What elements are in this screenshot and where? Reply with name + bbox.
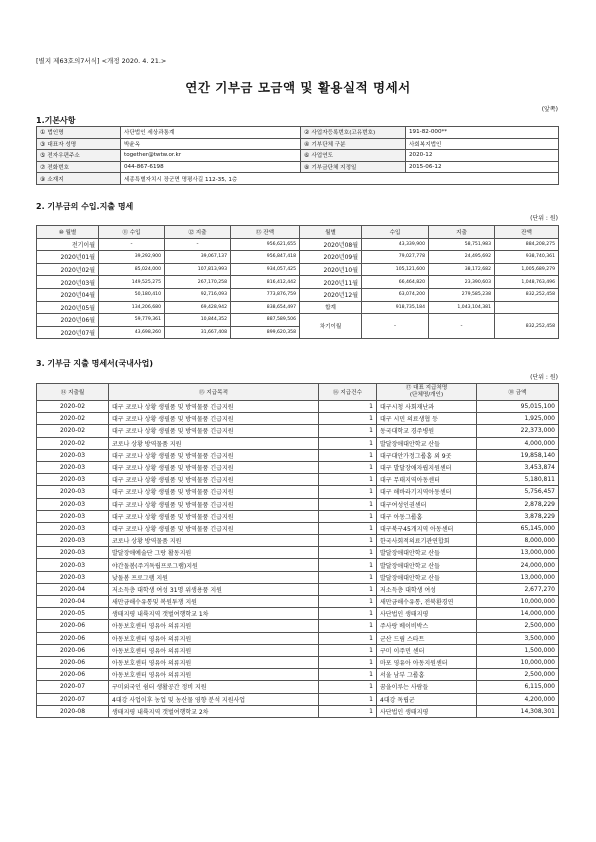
field-value: 박윤옥	[121, 138, 301, 150]
header-balance: ⑬ 잔액	[231, 226, 300, 239]
basic-info-table	[36, 126, 559, 185]
basic-info-row	[37, 127, 559, 139]
spend-month-cell: 2020-03	[37, 498, 109, 510]
table-row	[37, 608, 559, 620]
spend-cell: 107,813,993	[165, 263, 231, 276]
spend-cell: 23,390,603	[429, 276, 495, 289]
spend-month-cell: 2020-03	[37, 547, 109, 559]
spend-cell: -	[165, 238, 231, 251]
income-cell: 105,121,600	[362, 263, 429, 276]
month-cell: 2020년11월	[300, 276, 362, 289]
basic-info-row	[37, 138, 559, 150]
spend-month-cell: 2020-02	[37, 437, 109, 449]
amount-cell: 6,115,000	[477, 681, 559, 693]
table-row	[37, 681, 559, 693]
spend-month-cell: 2020-07	[37, 681, 109, 693]
income-cell: 85,024,000	[99, 263, 165, 276]
header-recipient-line2: (단체명/개인)	[409, 392, 444, 398]
amount-cell: 65,145,000	[477, 522, 559, 534]
purpose-cell: 저소득층 대학생 여성 31명 위생용품 지원	[109, 583, 319, 595]
count-cell: 1	[319, 547, 377, 559]
income-cell: 43,339,900	[362, 238, 429, 251]
basic-info-row	[37, 161, 559, 173]
table-row	[37, 413, 559, 425]
recipient-cell: 대구 무태지역아동센터	[377, 474, 477, 486]
table-row	[37, 559, 559, 571]
count-cell: 1	[319, 486, 377, 498]
purpose-cell: 대구 코로나 상황 생필품 및 방역물품 긴급지원	[109, 449, 319, 461]
count-cell: 1	[319, 669, 377, 681]
income-row	[37, 238, 559, 251]
amount-cell: 1,500,000	[477, 644, 559, 656]
spend-month-cell: 2020-03	[37, 510, 109, 522]
amount-cell: 2,677,270	[477, 583, 559, 595]
field-label	[301, 127, 406, 139]
table-row	[37, 620, 559, 632]
balance-cell: 1,005,689,279	[495, 263, 559, 276]
income-cell: -	[99, 238, 165, 251]
purpose-cell: 아동보호센터 영유아 의류지원	[109, 644, 319, 656]
recipient-cell: 사단법인 생태지평	[377, 705, 477, 717]
spend-month-cell: 2020-03	[37, 535, 109, 547]
amount-cell: 4,200,000	[477, 693, 559, 705]
income-cell: 134,206,680	[99, 301, 165, 314]
recipient-cell: 한국사회적의료기관연합회	[377, 535, 477, 547]
recipient-cell: 군산 드림 스타트	[377, 632, 477, 644]
table-row	[37, 656, 559, 668]
amount-cell: 3,878,229	[477, 510, 559, 522]
amount-cell: 4,000,000	[477, 437, 559, 449]
total-income: 918,735,184	[362, 301, 429, 314]
income-cell: 59,779,361	[99, 314, 165, 327]
recipient-cell: 대구북구45개지역 아동센터	[377, 522, 477, 534]
spend-month-cell: 2020-06	[37, 656, 109, 668]
recipient-cell: 저소득층 대학생 여성	[377, 583, 477, 595]
section3-title: 3. 기부금 지출 명세서(국내사업)	[36, 359, 154, 368]
purpose-cell: 아동보호센터 영유아 의류지원	[109, 669, 319, 681]
field-label	[37, 150, 121, 162]
field-label	[37, 138, 121, 150]
field-value: together@twtw.or.kr	[121, 150, 301, 162]
field-value: 044-867-6198	[121, 161, 301, 173]
field-label	[301, 150, 406, 162]
amount-cell: 10,000,000	[477, 656, 559, 668]
spend-cell: 38,172,682	[429, 263, 495, 276]
month-cell: 2020년05월	[37, 301, 99, 314]
carry-income: -	[362, 314, 429, 339]
income-cell: 63,074,200	[362, 288, 429, 301]
purpose-cell: 생태지평 내륙지역 갯벌여행학교 1차	[109, 608, 319, 620]
balance-cell: 956,621,655	[231, 238, 300, 251]
count-cell: 1	[319, 583, 377, 595]
spend-month-cell: 2020-03	[37, 474, 109, 486]
address-row	[37, 173, 559, 185]
income-cell: 39,292,900	[99, 251, 165, 264]
carry-label: 차기이월	[300, 314, 362, 339]
spend-cell: 267,170,258	[165, 276, 231, 289]
field-label-text: 소재지	[47, 176, 64, 183]
count-cell: 1	[319, 705, 377, 717]
table-row	[37, 632, 559, 644]
balance-cell: 899,620,358	[231, 326, 300, 339]
recipient-cell: 구미 이주민 센터	[377, 644, 477, 656]
purpose-cell: 대구 코로나 상황 생필품 및 방역물품 긴급지원	[109, 498, 319, 510]
header-balance-2: 잔액	[495, 226, 559, 239]
count-cell: 1	[319, 559, 377, 571]
purpose-cell: 구미외국인 쉼터 생활공간 정비 지원	[109, 681, 319, 693]
field-value: 191-82-000**	[406, 127, 559, 139]
carry-balance: 832,252,458	[495, 314, 559, 339]
table-row	[37, 425, 559, 437]
amount-cell: 13,000,000	[477, 547, 559, 559]
count-cell: 1	[319, 401, 377, 413]
income-cell: 43,698,260	[99, 326, 165, 339]
table-row	[37, 510, 559, 522]
spend-month-cell: 2020-07	[37, 693, 109, 705]
recipient-cell: 대구대안가정그룹홈 외 9곳	[377, 449, 477, 461]
table-row	[37, 583, 559, 595]
recipient-cell: 사단법인 생태지평	[377, 608, 477, 620]
income-cell: 50,180,410	[99, 288, 165, 301]
spend-month-cell: 2020-03	[37, 449, 109, 461]
purpose-cell: 발달장애예술단 그랑 활동지원	[109, 547, 319, 559]
expense-detail-table	[36, 383, 559, 718]
header-spend: ⑫ 지출	[165, 226, 231, 239]
recipient-cell: 서울 남부 그룹홈	[377, 669, 477, 681]
recipient-cell: 발달장애대안학교 산들	[377, 547, 477, 559]
purpose-cell: 낮돌봄 프로그램 지원	[109, 571, 319, 583]
balance-cell: 884,208,275	[495, 238, 559, 251]
page-side-label: (앞쪽)	[541, 106, 558, 113]
field-label-text: 전화번호	[47, 165, 70, 172]
amount-cell: 13,000,000	[477, 571, 559, 583]
header-spend-month: ⑭ 지출월	[37, 384, 109, 401]
field-number: ⑥	[304, 152, 310, 160]
header-recipient-line1: ⑰ 대표 지급처명	[405, 385, 448, 391]
count-cell: 1	[319, 425, 377, 437]
amount-cell: 10,000,000	[477, 596, 559, 608]
table-row	[37, 535, 559, 547]
field-number: ①	[40, 129, 46, 137]
balance-cell: 934,057,425	[231, 263, 300, 276]
table-row	[37, 461, 559, 473]
recipient-cell: 대구 해바라기지역아동센터	[377, 486, 477, 498]
month-cell: 2020년06월	[37, 314, 99, 327]
field-number: ④	[304, 140, 310, 148]
month-cell: 2020년03월	[37, 276, 99, 289]
income-row	[37, 301, 559, 314]
month-cell: 2020년12월	[300, 288, 362, 301]
count-cell: 1	[319, 693, 377, 705]
count-cell: 1	[319, 571, 377, 583]
recipient-cell: 마포 영유아 아동지원센터	[377, 656, 477, 668]
spend-cell: 92,716,093	[165, 288, 231, 301]
spend-cell: 24,495,692	[429, 251, 495, 264]
carry-spend: -	[429, 314, 495, 339]
recipient-cell: 대구 아동그룹홈	[377, 510, 477, 522]
field-value: 2015-06-12	[406, 161, 559, 173]
spend-cell: 31,667,408	[165, 326, 231, 339]
purpose-cell: 아동보호센터 영유아 의류지원	[109, 656, 319, 668]
field-number: ⑧	[304, 164, 310, 172]
field-number: ⑦	[40, 164, 46, 172]
address-value: 세종특별자치시 장군면 명평사길 112-35, 1층	[121, 173, 559, 185]
section2-title: 2. 기부금의 수입.지출 명세	[36, 202, 134, 211]
spend-cell: 279,585,238	[429, 288, 495, 301]
table-row	[37, 401, 559, 413]
header-purpose: ⑮ 지급목적	[109, 384, 319, 401]
spend-month-cell: 2020-04	[37, 583, 109, 595]
amount-cell: 8,000,000	[477, 535, 559, 547]
table-row	[37, 644, 559, 656]
header-month: ⑩ 월별	[37, 226, 99, 239]
amount-cell: 5,180,811	[477, 474, 559, 486]
count-cell: 1	[319, 437, 377, 449]
amount-cell: 5,756,457	[477, 486, 559, 498]
spend-month-cell: 2020-06	[37, 669, 109, 681]
spend-month-cell: 2020-05	[37, 608, 109, 620]
spend-month-cell: 2020-03	[37, 571, 109, 583]
month-cell: 2020년04월	[37, 288, 99, 301]
table-row	[37, 498, 559, 510]
spend-month-cell: 2020-03	[37, 461, 109, 473]
field-label-text: 사업연도	[311, 153, 334, 160]
spend-cell: 39,067,137	[165, 251, 231, 264]
balance-cell: 887,589,506	[231, 314, 300, 327]
income-row	[37, 276, 559, 289]
field-number: ⑨	[40, 175, 46, 183]
count-cell: 1	[319, 449, 377, 461]
amount-cell: 95,015,100	[477, 401, 559, 413]
count-cell: 1	[319, 461, 377, 473]
field-label	[37, 161, 121, 173]
table-row	[37, 547, 559, 559]
count-cell: 1	[319, 498, 377, 510]
recipient-cell: 동국대학교 경주병원	[377, 425, 477, 437]
purpose-cell: 아동보호센터 영유아 의류지원	[109, 620, 319, 632]
amount-cell: 3,500,000	[477, 632, 559, 644]
recipient-cell: 대구 시민 의료생협 등	[377, 413, 477, 425]
header-income-2: 수입	[362, 226, 429, 239]
field-number: ②	[304, 129, 310, 137]
count-cell: 1	[319, 413, 377, 425]
field-number: ⑤	[40, 152, 46, 160]
header-recipient	[377, 384, 477, 401]
income-row	[37, 251, 559, 264]
section3-unit: (단위 : 원)	[530, 374, 558, 381]
total-spend: 1,043,104,381	[429, 301, 495, 314]
count-cell: 1	[319, 596, 377, 608]
amount-cell: 2,500,000	[477, 620, 559, 632]
count-cell: 1	[319, 535, 377, 547]
field-label-text: 기부단체 구분	[311, 141, 346, 148]
recipient-cell: 대구 발달장애자립지원센터	[377, 461, 477, 473]
table-row	[37, 705, 559, 717]
recipient-cell: 발달장애대안학교 산들	[377, 437, 477, 449]
amount-cell: 2,878,229	[477, 498, 559, 510]
purpose-cell: 대구 코로나 상황 생필품 및 방역물품 긴급지원	[109, 461, 319, 473]
field-value: 사회복지법인	[406, 138, 559, 150]
purpose-cell: 아동보호센터 영유아 의류지원	[109, 632, 319, 644]
header-amount: ⑱ 금액	[477, 384, 559, 401]
field-label-text: 대표자 성명	[47, 141, 77, 148]
recipient-cell: 4대강 독립군	[377, 693, 477, 705]
amount-cell: 1,925,000	[477, 413, 559, 425]
count-cell: 1	[319, 620, 377, 632]
income-cell: 66,464,820	[362, 276, 429, 289]
spend-cell: 69,428,942	[165, 301, 231, 314]
recipient-cell: 발달장애대안학교 산들	[377, 571, 477, 583]
month-cell: 2020년10월	[300, 263, 362, 276]
field-label-text: 기부금단체 지정일	[311, 165, 357, 172]
table-row	[37, 486, 559, 498]
recipient-cell: 주사랑 베이비박스	[377, 620, 477, 632]
purpose-cell: 코로나 상황 방역물품 지원	[109, 535, 319, 547]
count-cell: 1	[319, 656, 377, 668]
income-expense-table	[36, 225, 559, 339]
month-cell: 2020년08월	[300, 238, 362, 251]
header-spend-2: 지출	[429, 226, 495, 239]
spend-month-cell: 2020-02	[37, 425, 109, 437]
balance-cell: 832,252,458	[495, 288, 559, 301]
field-label-text: 사업자등록번호(고유번호)	[311, 130, 376, 137]
spend-month-cell: 2020-03	[37, 559, 109, 571]
document-title: 연간 기부금 모금액 및 활용실적 명세서	[185, 80, 411, 95]
income-row	[37, 314, 559, 327]
purpose-cell: 생태지평 내륙지역 갯벌여행학교 2차	[109, 705, 319, 717]
field-label-text: 법인명	[47, 130, 64, 137]
recipient-cell: 꿈을이루는 사람들	[377, 681, 477, 693]
section2-unit: (단위 : 원)	[530, 215, 558, 222]
income-cell: 79,027,778	[362, 251, 429, 264]
balance-cell: 1,048,763,496	[495, 276, 559, 289]
field-number: ③	[40, 140, 46, 148]
count-cell: 1	[319, 510, 377, 522]
table-row	[37, 474, 559, 486]
field-label	[37, 127, 121, 139]
field-value: 2020-12	[406, 150, 559, 162]
purpose-cell: 대구 코로나 상황 생필품 및 방역물품 긴급지원	[109, 401, 319, 413]
field-value: 사단법인 세상과통계	[121, 127, 301, 139]
spend-month-cell: 2020-02	[37, 413, 109, 425]
purpose-cell: 대구 코로나 상황 생필품 및 방역물품 긴급지원	[109, 510, 319, 522]
amount-cell: 19,858,140	[477, 449, 559, 461]
field-label-text: 전자우편주소	[47, 153, 80, 160]
table-row	[37, 669, 559, 681]
amount-cell: 22,373,000	[477, 425, 559, 437]
spend-month-cell: 2020-02	[37, 401, 109, 413]
amount-cell: 14,000,000	[477, 608, 559, 620]
amount-cell: 24,000,000	[477, 559, 559, 571]
recipient-cell: 대구시청 사회재난과	[377, 401, 477, 413]
income-row	[37, 263, 559, 276]
balance-cell: 938,740,361	[495, 251, 559, 264]
purpose-cell: 대구 코로나 상황 생필품 및 방역물품 긴급지원	[109, 425, 319, 437]
month-cell: 전기이월	[37, 238, 99, 251]
section1-title: 1.기본사항	[36, 116, 76, 125]
purpose-cell: 대구 코로나 상황 생필품 및 방역물품 긴급지원	[109, 486, 319, 498]
recipient-cell: 발달장애대안학교 산들	[377, 559, 477, 571]
balance-cell: 816,412,442	[231, 276, 300, 289]
month-cell: 2020년01월	[37, 251, 99, 264]
header-count: ⑯ 지급건수	[319, 384, 377, 401]
income-row	[37, 288, 559, 301]
purpose-cell: 새만금해수유통및 복원투쟁 지원	[109, 596, 319, 608]
count-cell: 1	[319, 632, 377, 644]
spend-cell: 10,844,352	[165, 314, 231, 327]
purpose-cell: 야간돌봄(주거독립프로그램)지원	[109, 559, 319, 571]
basic-info-row	[37, 150, 559, 162]
spend-month-cell: 2020-06	[37, 632, 109, 644]
spend-month-cell: 2020-03	[37, 522, 109, 534]
table-row	[37, 437, 559, 449]
balance-cell: 956,847,418	[231, 251, 300, 264]
table-row	[37, 522, 559, 534]
month-cell: 2020년07월	[37, 326, 99, 339]
income-cell: 149,525,275	[99, 276, 165, 289]
field-label	[301, 161, 406, 173]
spend-cell: 58,751,983	[429, 238, 495, 251]
address-label	[37, 173, 121, 185]
total-label: 합계	[300, 301, 362, 314]
month-cell: 2020년09월	[300, 251, 362, 264]
header-income: ⑪ 수입	[99, 226, 165, 239]
purpose-cell: 4대강 사업이후 농업 및 농산물 영향 분석 지원사업	[109, 693, 319, 705]
balance-cell: 773,876,759	[231, 288, 300, 301]
count-cell: 1	[319, 522, 377, 534]
table-row	[37, 596, 559, 608]
count-cell: 1	[319, 644, 377, 656]
amount-cell: 14,308,301	[477, 705, 559, 717]
count-cell: 1	[319, 474, 377, 486]
balance-cell: 838,654,497	[231, 301, 300, 314]
spend-month-cell: 2020-06	[37, 644, 109, 656]
amount-cell: 3,453,874	[477, 461, 559, 473]
header-month-2: 월별	[300, 226, 362, 239]
purpose-cell: 대구 코로나 상황 생필품 및 방역물품 긴급지원	[109, 522, 319, 534]
spend-month-cell: 2020-06	[37, 620, 109, 632]
spend-month-cell: 2020-03	[37, 486, 109, 498]
field-label	[301, 138, 406, 150]
amount-cell: 2,500,000	[477, 669, 559, 681]
purpose-cell: 대구 코로나 상황 생필품 및 방역물품 긴급지원	[109, 413, 319, 425]
month-cell: 2020년02월	[37, 263, 99, 276]
recipient-cell: 대구여성인권센터	[377, 498, 477, 510]
empty-cell	[495, 301, 559, 314]
table-row	[37, 693, 559, 705]
purpose-cell: 코로나 상황 방역물품 지원	[109, 437, 319, 449]
table-row	[37, 571, 559, 583]
spend-month-cell: 2020-04	[37, 596, 109, 608]
count-cell: 1	[319, 608, 377, 620]
recipient-cell: 새만금해수유통, 전북환경연	[377, 596, 477, 608]
table-row	[37, 449, 559, 461]
spend-month-cell: 2020-08	[37, 705, 109, 717]
purpose-cell: 대구 코로나 상황 생필품 및 방역물품 긴급지원	[109, 474, 319, 486]
count-cell: 1	[319, 681, 377, 693]
form-identifier: [별지 제63호의7서식] <개정 2020. 4. 21.>	[36, 57, 167, 65]
